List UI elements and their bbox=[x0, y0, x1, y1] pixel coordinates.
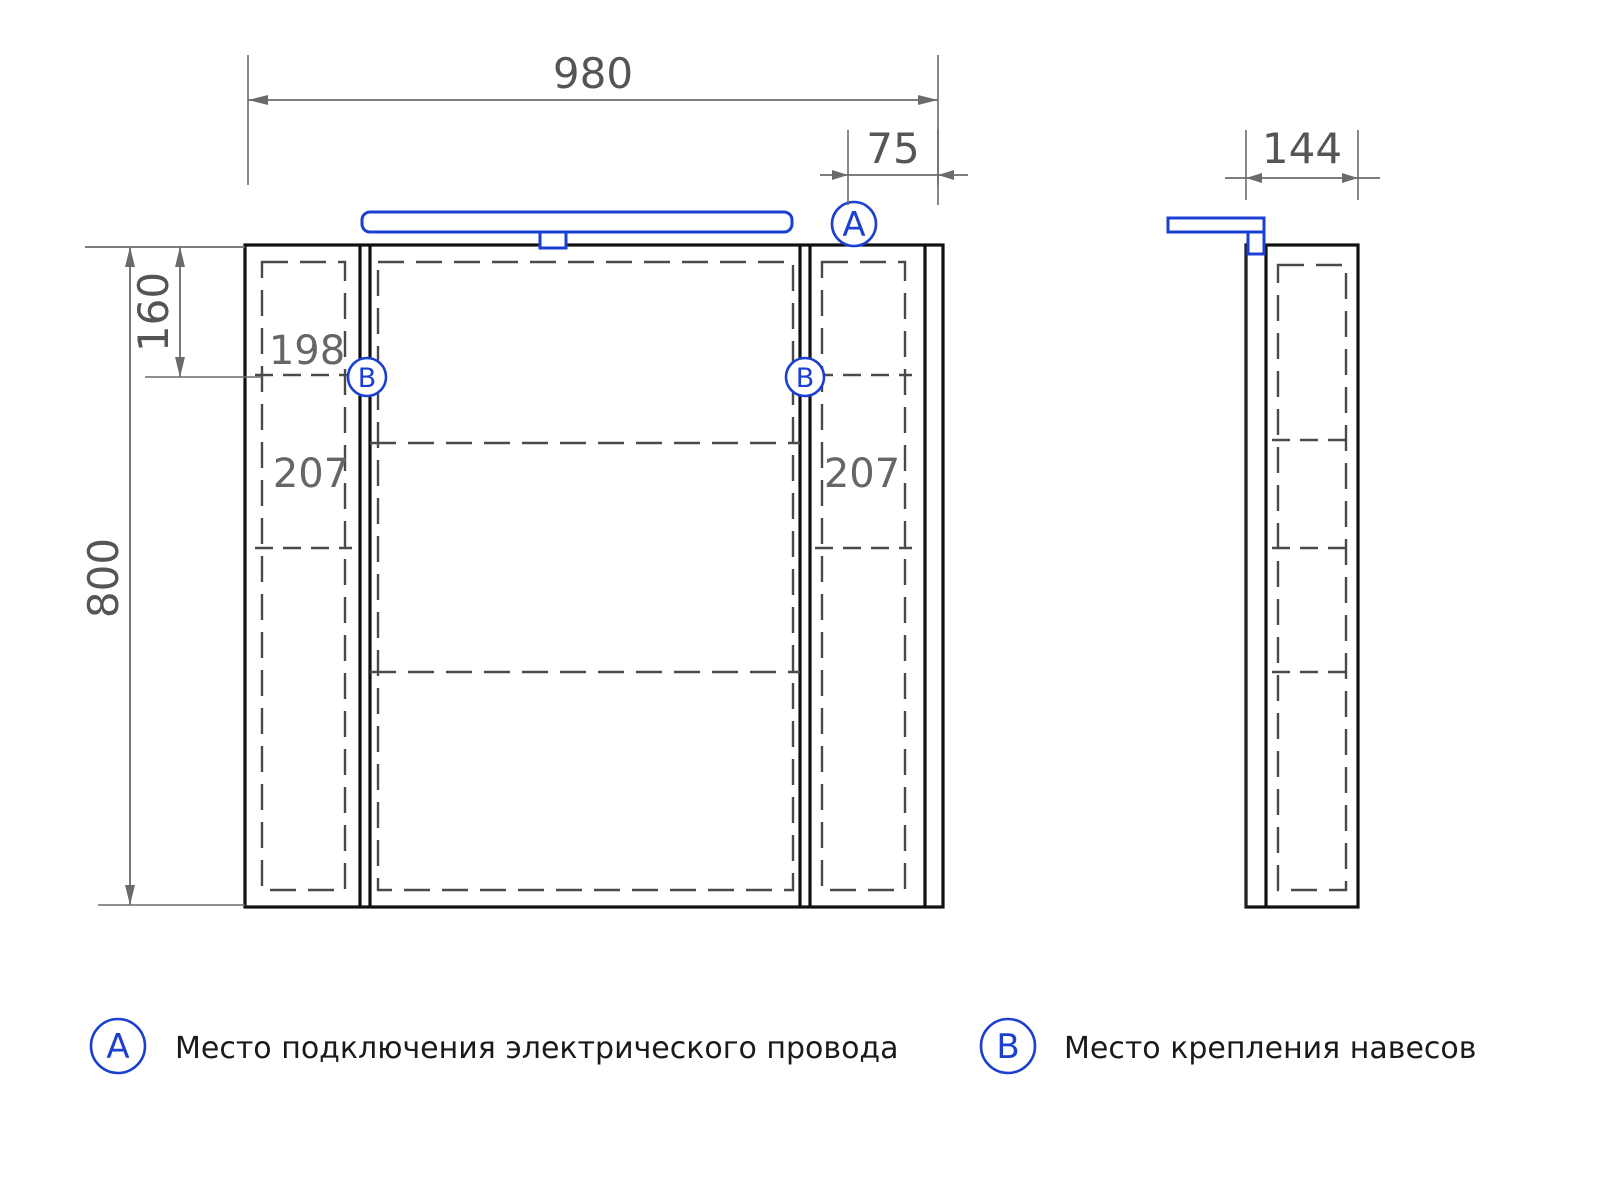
arrow-left-75 bbox=[832, 170, 848, 180]
dim-label-207-right: 207 bbox=[823, 451, 901, 497]
side-view bbox=[1168, 124, 1380, 907]
lamp-bracket bbox=[540, 232, 566, 248]
dimension-right-panel bbox=[820, 124, 968, 205]
dim-label-160: 160 bbox=[129, 271, 178, 353]
right-compartment-hidden bbox=[822, 262, 905, 890]
cabinet-outline bbox=[245, 245, 943, 907]
side-lamp-bracket bbox=[1248, 232, 1264, 254]
front-view bbox=[245, 202, 943, 907]
legend-balloon-a-label: A bbox=[106, 1027, 130, 1067]
dim-label-207-left: 207 bbox=[272, 451, 350, 497]
arrow-top-800 bbox=[125, 247, 135, 267]
arrow-left-980 bbox=[248, 95, 268, 105]
legend-text-a: Место подключения электрического провода bbox=[175, 1031, 899, 1066]
arrow-right-144 bbox=[1342, 173, 1358, 183]
arrow-right-75 bbox=[938, 170, 954, 180]
arrow-left-144 bbox=[1246, 173, 1262, 183]
dim-label-980: 980 bbox=[552, 49, 634, 98]
side-interior-hidden bbox=[1278, 265, 1346, 890]
dim-label-75: 75 bbox=[866, 124, 920, 173]
legend-balloon-b-label: B bbox=[996, 1027, 1020, 1067]
arrow-top-160 bbox=[175, 247, 185, 267]
dim-label-144: 144 bbox=[1261, 124, 1343, 173]
legend-text-b: Место крепления навесов bbox=[1064, 1031, 1477, 1066]
balloon-b-right-label: B bbox=[795, 363, 815, 394]
dimension-width-total bbox=[248, 49, 938, 185]
dimension-height-top bbox=[85, 247, 262, 377]
arrow-bottom-800 bbox=[125, 885, 135, 905]
side-body-outline bbox=[1246, 245, 1358, 907]
balloon-a-front-label: A bbox=[842, 205, 866, 245]
dim-label-198: 198 bbox=[268, 328, 346, 374]
arrow-right-980 bbox=[918, 95, 938, 105]
dim-label-800: 800 bbox=[79, 537, 128, 619]
arrow-bottom-160 bbox=[175, 357, 185, 377]
center-compartment-hidden bbox=[378, 262, 793, 890]
balloon-b-left-label: B bbox=[357, 363, 377, 394]
lamp-fixture bbox=[362, 212, 792, 232]
side-lamp-fixture bbox=[1168, 218, 1264, 232]
legend bbox=[91, 1019, 1476, 1073]
